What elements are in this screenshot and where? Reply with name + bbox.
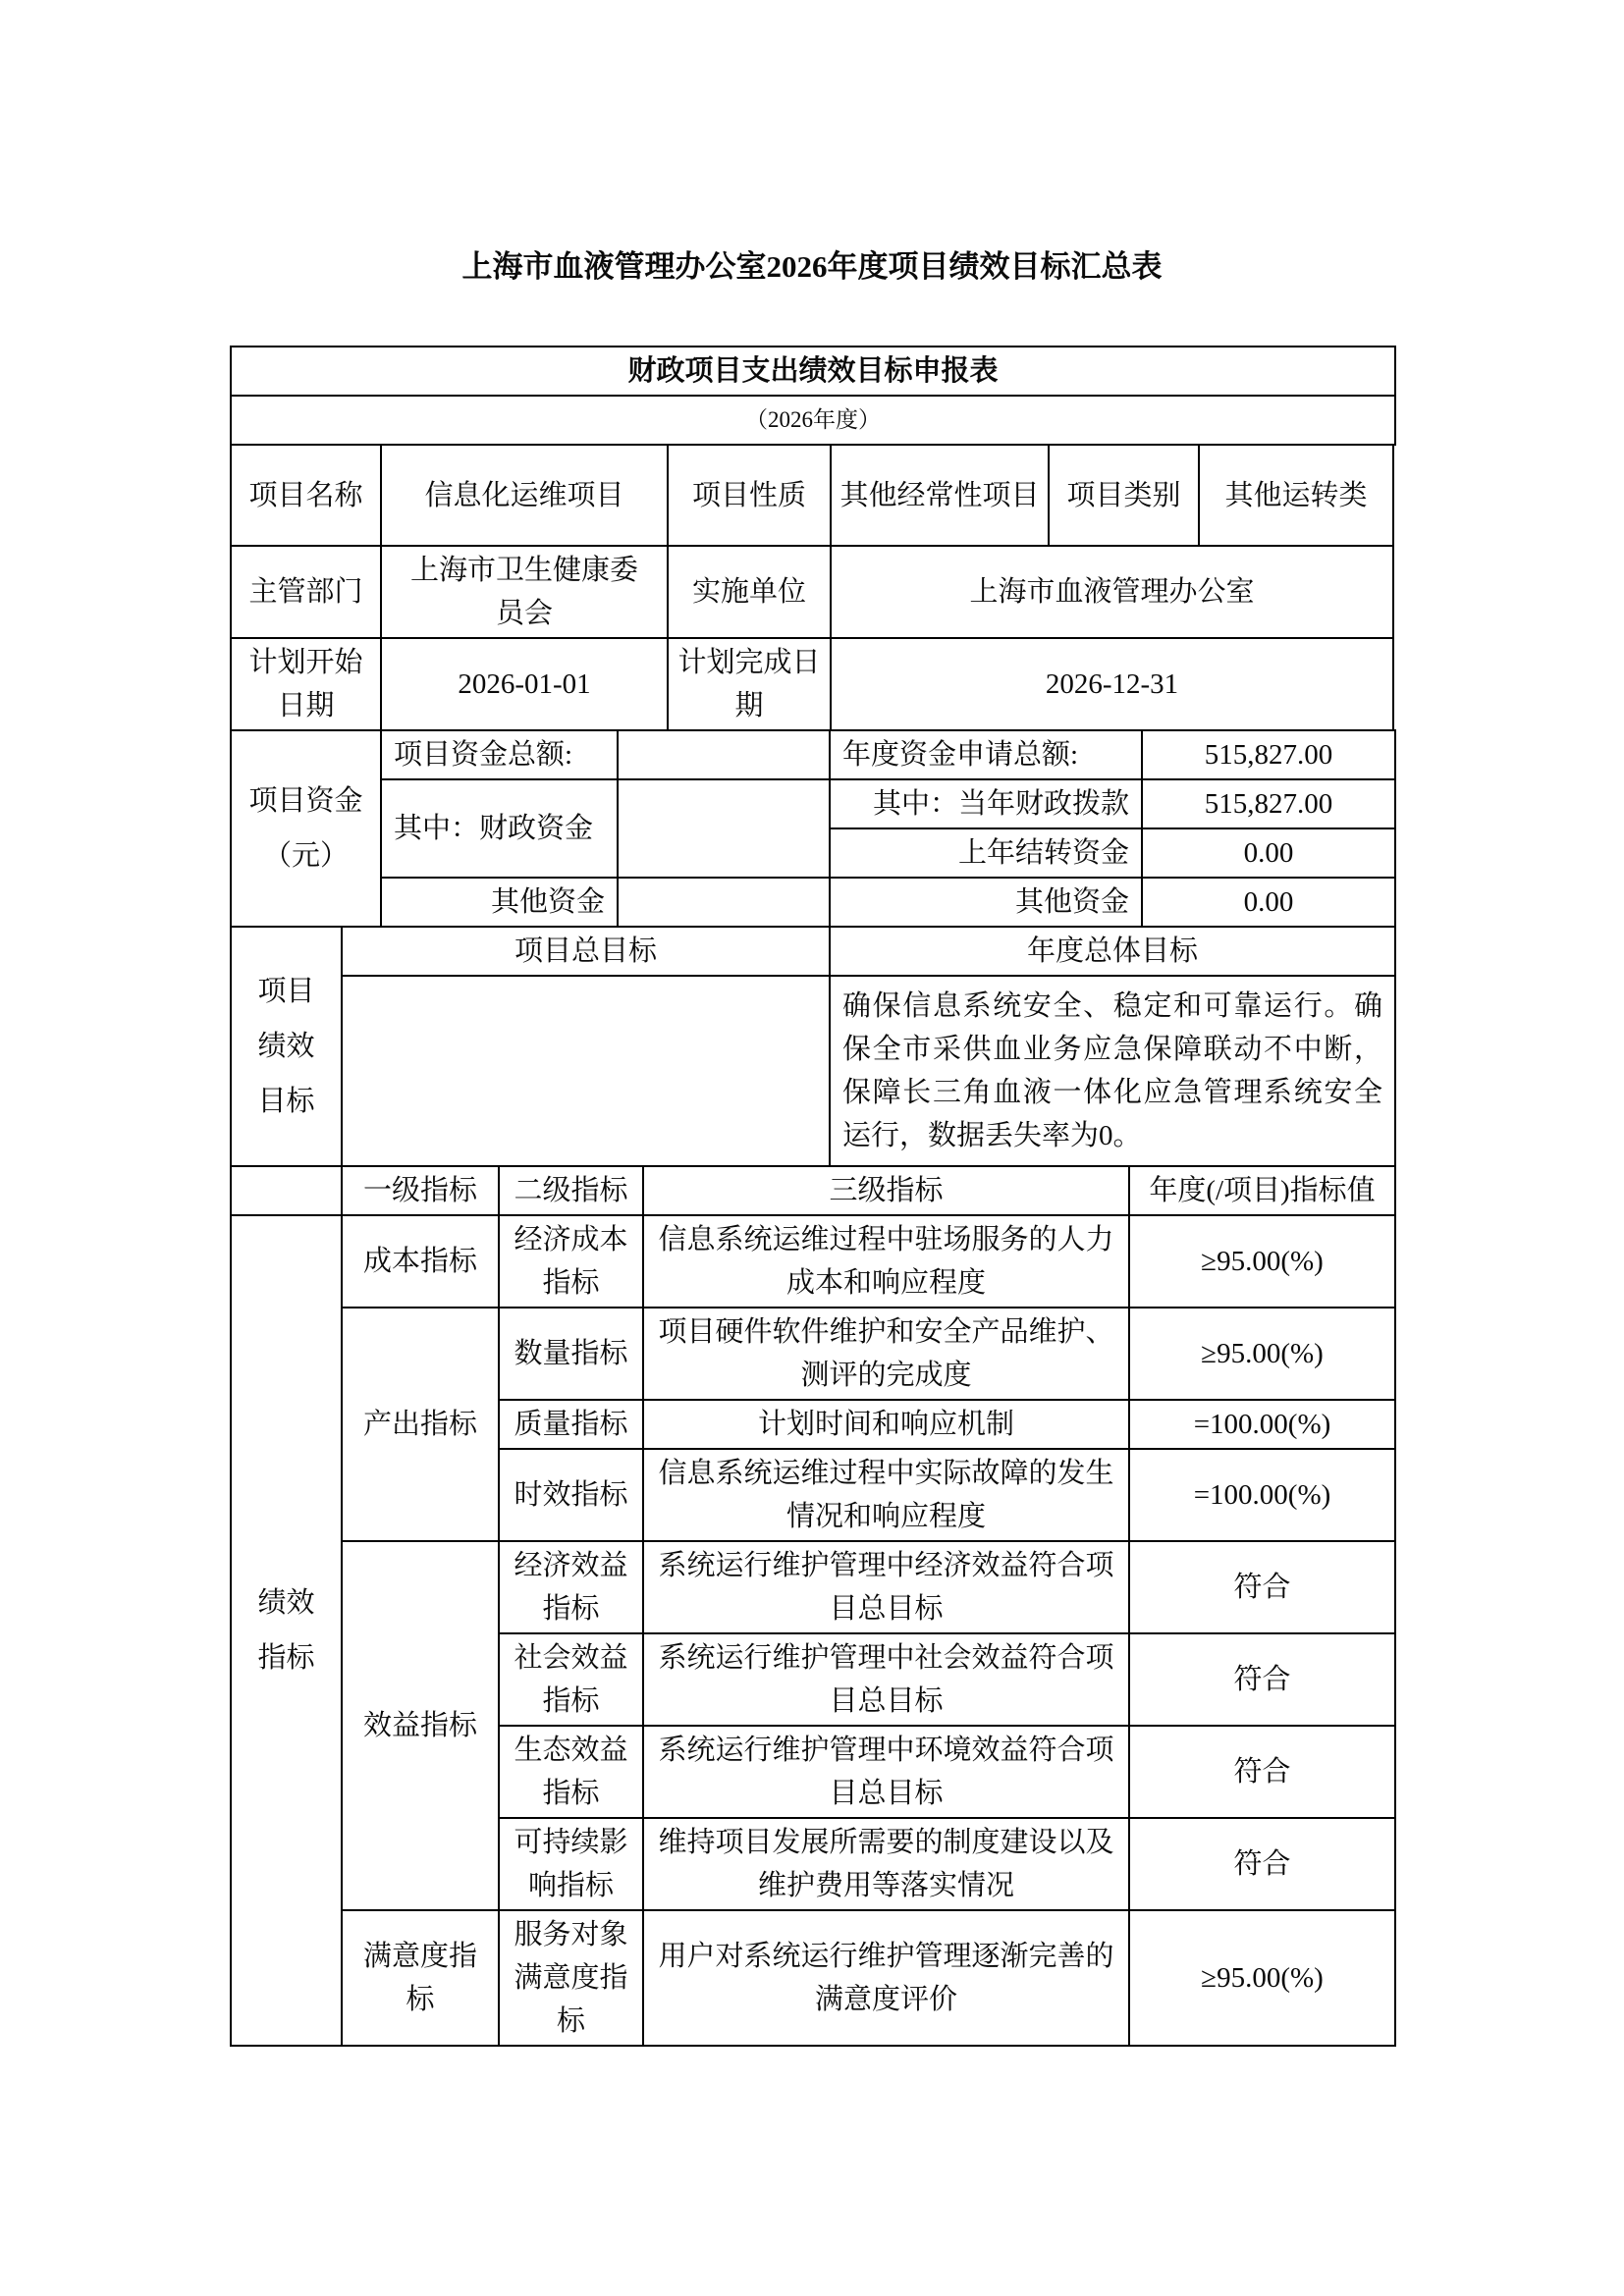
end-date-value: 2026-12-31 xyxy=(831,638,1393,730)
project-category-value: 其他运转类 xyxy=(1199,445,1393,546)
level3-cell: 系统运行维护管理中环境效益符合项目总目标 xyxy=(643,1726,1129,1818)
funding-total-label: 项目资金总额: xyxy=(381,730,618,779)
level3-cell: 维持项目发展所需要的制度建设以及维护费用等落实情况 xyxy=(643,1818,1129,1910)
level3-header: 三级指标 xyxy=(643,1166,1129,1215)
form-title: 财政项目支出绩效目标申报表 xyxy=(231,347,1395,396)
funding-annual-value: 515,827.00 xyxy=(1142,730,1395,779)
page-title: 上海市血液管理办公室2026年度项目绩效目标汇总表 xyxy=(461,249,1163,284)
row-dates xyxy=(231,638,1393,730)
start-date-label: 计划开始日期 xyxy=(231,638,381,730)
declaration-table xyxy=(230,346,1394,2047)
funding-other-total-value: 0.00 xyxy=(1142,878,1395,927)
value-cell: ≥95.00(%) xyxy=(1129,1308,1395,1400)
funding-current-label: 其中：当年财政拨款 xyxy=(830,779,1142,828)
value-cell: =100.00(%) xyxy=(1129,1449,1395,1541)
section-goals xyxy=(230,926,1396,1167)
goals-section-label: 项目绩效目标 xyxy=(231,927,342,1166)
level2-cell: 经济效益指标 xyxy=(499,1541,643,1633)
unit-label: 实施单位 xyxy=(668,546,831,638)
overall-goal-header: 项目总目标 xyxy=(342,927,830,976)
level2-cell: 服务对象满意度指标 xyxy=(499,1910,643,2046)
funding-other-value xyxy=(618,878,830,927)
row-funding-other xyxy=(231,878,1395,927)
row-project-name xyxy=(231,445,1393,546)
row-goal-content xyxy=(231,976,1395,1166)
level1-cell: 效益指标 xyxy=(342,1541,499,1910)
funding-fiscal-label: 其中：财政资金 xyxy=(381,779,618,878)
funding-other-label: 其他资金 xyxy=(381,878,618,927)
indicators-section-label: 绩效指标 xyxy=(231,1215,342,2046)
funding-total-value xyxy=(618,730,830,779)
section-funding xyxy=(230,729,1396,928)
section-basic-info xyxy=(230,444,1394,731)
level2-header: 二级指标 xyxy=(499,1166,643,1215)
project-name-label: 项目名称 xyxy=(231,445,381,546)
level1-cell: 产出指标 xyxy=(342,1308,499,1541)
section-indicators xyxy=(230,1165,1396,2047)
level3-cell: 信息系统运维过程中驻场服务的人力成本和响应程度 xyxy=(643,1215,1129,1308)
funding-annual-label: 年度资金申请总额: xyxy=(830,730,1142,779)
level3-cell: 项目硬件软件维护和安全产品维护、测评的完成度 xyxy=(643,1308,1129,1400)
funding-current-value: 515,827.00 xyxy=(1142,779,1395,828)
indicator-row xyxy=(231,1910,1395,2046)
end-date-label: 计划完成日期 xyxy=(668,638,831,730)
level2-cell: 社会效益指标 xyxy=(499,1633,643,1726)
value-cell: ≥95.00(%) xyxy=(1129,1910,1395,2046)
row-departments xyxy=(231,546,1393,638)
funding-other-total-label: 其他资金 xyxy=(830,878,1142,927)
value-cell: 符合 xyxy=(1129,1633,1395,1726)
value-cell: 符合 xyxy=(1129,1726,1395,1818)
level3-cell: 系统运行维护管理中社会效益符合项目总目标 xyxy=(643,1633,1129,1726)
level2-cell: 经济成本指标 xyxy=(499,1215,643,1308)
form-year: （2026年度） xyxy=(231,396,1395,445)
funding-carryover-label: 上年结转资金 xyxy=(830,828,1142,878)
level1-header: 一级指标 xyxy=(342,1166,499,1215)
value-cell: 符合 xyxy=(1129,1818,1395,1910)
dept-value: 上海市卫生健康委员会 xyxy=(381,546,668,638)
annual-goal-header: 年度总体目标 xyxy=(830,927,1395,976)
row-funding-total xyxy=(231,730,1395,779)
level2-cell: 质量指标 xyxy=(499,1400,643,1449)
funding-section-label: 项目资金（元） xyxy=(231,730,381,927)
value-cell: ≥95.00(%) xyxy=(1129,1215,1395,1308)
annual-goal-value: 确保信息系统安全、稳定和可靠运行。确保全市采供血业务应急保障联动不中断，保障长三角血液一体化应急管理系统安全运行，数据丢失率为0。 xyxy=(830,976,1395,1166)
row-funding-fiscal xyxy=(231,779,1395,828)
project-name-value: 信息化运维项目 xyxy=(381,445,668,546)
funding-fiscal-value xyxy=(618,779,830,878)
project-nature-value: 其他经常性项目 xyxy=(831,445,1049,546)
row-goal-headers xyxy=(231,927,1395,976)
row-indicator-headers xyxy=(231,1166,1395,1215)
indicator-row xyxy=(231,1308,1395,1400)
level1-cell: 满意度指标 xyxy=(342,1910,499,2046)
section-header xyxy=(230,346,1396,446)
level2-cell: 时效指标 xyxy=(499,1449,643,1541)
indicator-row xyxy=(231,1215,1395,1308)
project-nature-label: 项目性质 xyxy=(668,445,831,546)
level3-cell: 系统运行维护管理中经济效益符合项目总目标 xyxy=(643,1541,1129,1633)
level1-cell: 成本指标 xyxy=(342,1215,499,1308)
level3-cell: 用户对系统运行维护管理逐渐完善的满意度评价 xyxy=(643,1910,1129,2046)
funding-carryover-value: 0.00 xyxy=(1142,828,1395,878)
value-cell: 符合 xyxy=(1129,1541,1395,1633)
value-header: 年度(/项目)指标值 xyxy=(1129,1166,1395,1215)
overall-goal-value xyxy=(342,976,830,1166)
level2-cell: 生态效益指标 xyxy=(499,1726,643,1818)
level3-cell: 信息系统运维过程中实际故障的发生情况和响应程度 xyxy=(643,1449,1129,1541)
start-date-value: 2026-01-01 xyxy=(381,638,668,730)
level2-cell: 可持续影响指标 xyxy=(499,1818,643,1910)
level3-cell: 计划时间和响应机制 xyxy=(643,1400,1129,1449)
dept-label: 主管部门 xyxy=(231,546,381,638)
unit-value: 上海市血液管理办公室 xyxy=(831,546,1393,638)
level2-cell: 数量指标 xyxy=(499,1308,643,1400)
value-cell: =100.00(%) xyxy=(1129,1400,1395,1449)
indicator-corner-cell xyxy=(231,1166,342,1215)
indicator-row xyxy=(231,1541,1395,1633)
project-category-label: 项目类别 xyxy=(1049,445,1199,546)
